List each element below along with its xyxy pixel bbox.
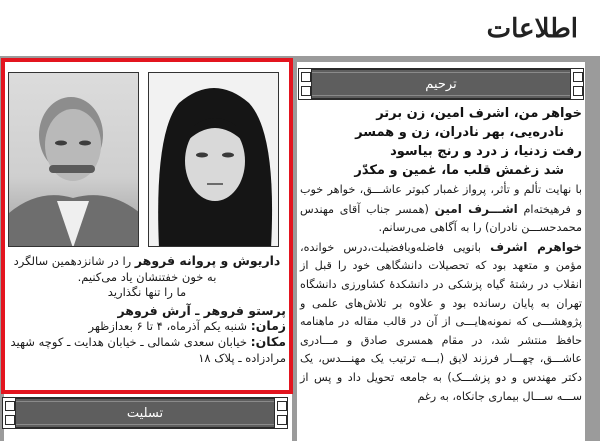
obituary-body xyxy=(300,104,582,406)
poem-line: شد زغمش قلب ما، غمین و مکدّر xyxy=(354,163,564,178)
man-portrait-photo xyxy=(8,72,139,247)
poem-line: رفت زدنیا، ز درد و رنج بیاسود xyxy=(390,144,582,159)
memorial-signers: پرستو فروهر ـ آرش فروهر xyxy=(117,302,286,318)
honoree-names: داریوش و پروانه فروهر xyxy=(134,253,281,268)
obituary-heading-bar xyxy=(300,68,582,100)
deceased-name-short: خواهرم اشرف xyxy=(490,239,582,254)
memorial-announcement xyxy=(8,253,286,366)
memorial-time: زمان: شنبه یکم آذرماه، ۴ تا ۶ بعدازظهر xyxy=(88,318,286,333)
ornament-icon xyxy=(298,68,312,100)
memorial-photos xyxy=(8,72,284,250)
obituary-heading: ترحیم xyxy=(425,76,457,92)
memorial-line: به خون خفتنشان یاد می‌کنیم. xyxy=(77,269,217,284)
obituary-paragraph: با نهایت تألم و تأثر، پرواز غمبار کبوتر عاشـــق، خواهر خوب و فرهیخته‌ام اشـــرف امین (همسر جناب آقای مهندس محمدحســـن نادران) را به آگاهی می‌رسانم. خواهرم اشرف بانویی فاضله‌وبافضیلت،درس خوانده، مؤمن و متعهد بود که تحصیلات دانشگاهی خود را قبل از انقلاب در رشتهٔ گیاه پزشکی در دانشکدهٔ کشاورزی دانشگاه تهران به پایان رسانده بود و علاوه بر تلاش‌های علمی و پژوهشـــی که نمونه‌هایـــی از آن در قالب مقاله در ماهنامه حافظ منتشر شد، در مقام همسری صادق و مـــادری عاشـــق، چهـــار فرزند لایق (بـــه ترتیب یک مهنـــدس، یک دکتر مهندس و دو پزشـــک) به جامعه تحویل داد و پس از ســـه ســـال بیماری جانکاه، به رغم xyxy=(300,183,582,403)
memorial-line: ما را تنها نگذارید xyxy=(107,285,187,299)
ornament-icon xyxy=(570,68,584,100)
poem-line: نادره‌یی، بهر نادران، زن و همسر xyxy=(355,125,564,140)
poem-line: خواهر من، اشرف امین، زن برتر xyxy=(376,106,582,121)
memorial-lead: داریوش و پروانه فروهر را در شانزدهمین سالگرد xyxy=(13,253,281,268)
ornament-icon xyxy=(2,397,16,429)
woman-portrait-photo xyxy=(148,72,279,247)
ornament-icon xyxy=(274,397,288,429)
newspaper-masthead: اطلاعات xyxy=(486,14,578,44)
deceased-name: اشـــرف امین xyxy=(434,201,518,216)
condolence-heading: تسلیت xyxy=(126,405,164,421)
condolence-heading-bar xyxy=(4,397,286,429)
memorial-place: مکان: خیابان سعدی شمالی ـ خیابان هدایت ـ کوچه شهید مرادزاده ـ پلاک ۱۸ xyxy=(10,334,286,365)
